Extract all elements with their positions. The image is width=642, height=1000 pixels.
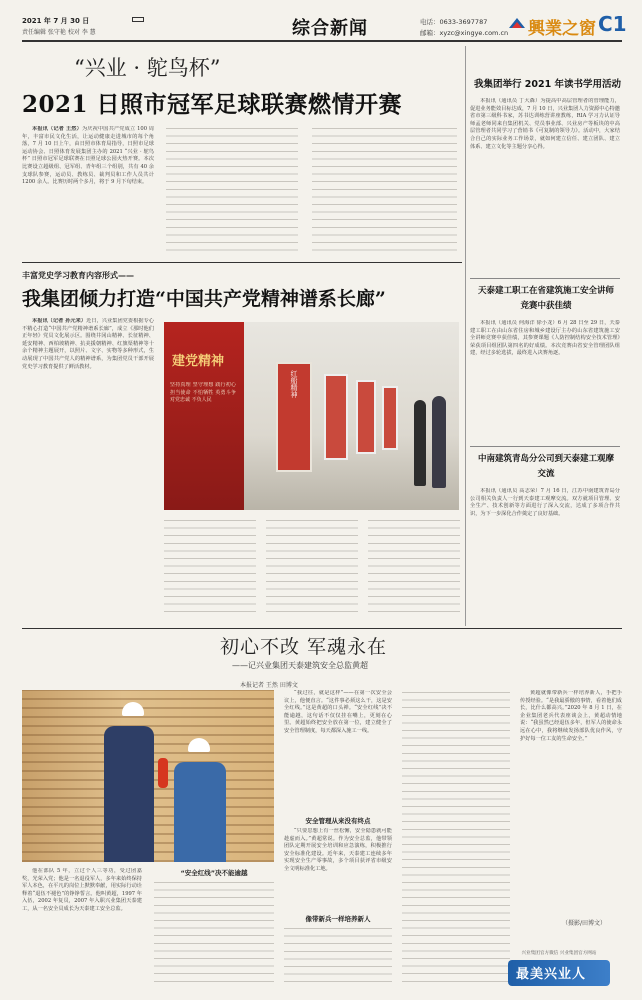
photo-wall-text: 坚持真理 坚守理想 践行初心 担当使命 不怕牺牲 英勇斗争 对党忠诚 不负人民 xyxy=(170,382,236,404)
fire-extinguisher-icon xyxy=(158,758,168,788)
top-story-kicker: “兴业 · 鸵鸟杯” xyxy=(74,56,221,80)
feature-byline: 本报记者 王然 田博文 xyxy=(240,682,298,689)
worker-figure xyxy=(104,726,154,862)
feature-photo-caption: （摄影/田博文） xyxy=(562,920,607,927)
contact-email: 邮箱：xyzc@xingye.com.cn xyxy=(420,29,509,37)
party-story-col3 xyxy=(266,518,358,618)
editor-line: 责任编辑 张守艳 校对 李 慧 xyxy=(22,29,96,36)
feature-section1-title: “安全红线”决不能逾越 xyxy=(180,869,248,877)
divider xyxy=(470,446,620,447)
safety-contest-title: 天泰建工职工在省建筑施工安全讲师竞赛中获佳绩 xyxy=(477,286,614,311)
reading-event-title: 我集团举行 2021 年读书学用活动 xyxy=(474,79,622,90)
party-story-byline: 本报讯（记者 孙元来） xyxy=(32,318,87,324)
person-figure xyxy=(432,396,446,488)
party-story-kicker: 丰富党史学习教育内容形式—— xyxy=(22,271,134,280)
exhibit-panel xyxy=(382,386,398,450)
feature-col3: “只要思想上有一丝松懈，安全隐患就可能趁虚而入。”黄超常说。作为安全总监，他带领团队定期开展安全培训和应急演练，积极推行安全标准化建设。近年来，天泰建工连续多年实现安全生产零事故，多个项目获评省市级安全文明标准化工地。 xyxy=(284,828,392,872)
page-number: C1 xyxy=(598,12,627,36)
top-story-byline: 本报讯（记者 王然） xyxy=(32,126,82,132)
party-story-col4 xyxy=(368,518,460,618)
reading-event xyxy=(470,50,620,275)
feature-subheadline: ——记兴业集团天泰建筑安全总监黄超 xyxy=(232,661,368,670)
feature-col1b xyxy=(154,880,274,988)
section-title: 综合新闻 xyxy=(292,18,368,39)
visit-story-body: 本报讯（通讯员 高志荣）7 月 16 日，江苏中南建筑青岛分公司相关负责人一行到天泰建工观摩交流。双方就项目管理、安全生产、技术创新等方面进行了深入交流，达成了多项合作共识，为下一步深化合作奠定了良好基础。 xyxy=(470,488,620,517)
person-figure xyxy=(414,400,426,486)
masthead xyxy=(22,12,627,50)
top-story-col2 xyxy=(166,126,298,256)
reading-event-body: 本报讯（通讯员 丁大森）为提高中高层管理者的管理能力，促进业务能效目标达成，7 月 10 日，兴业集团人力资源中心特邀省市第三级科书家，苏书达训练营讲座教练，RIA 学习力认证导师孟老师同来自集团机关、党员事业部、兴业房产等板块的中高层管理者共同学习了营销书《可复制的领导力》。活动中，大家结合自己的实际业务工作场景，就如何建立信任、建立团队、建立体系、建立文化等主题分享心得。 xyxy=(470,98,620,150)
party-story xyxy=(22,270,462,625)
feature-headline: 初心不改 军魂永在 xyxy=(220,636,388,658)
feature-section3-title: 像带新兵一样培养新人 xyxy=(305,915,371,923)
top-story-col1 xyxy=(22,126,154,256)
top-story xyxy=(22,46,462,260)
top-story-col3 xyxy=(312,126,457,256)
masthead-rule xyxy=(22,40,622,42)
divider xyxy=(22,262,462,263)
party-story-col1 xyxy=(22,318,154,618)
contact-phone: 电话：0633-3697787 xyxy=(420,18,488,26)
feature-col3b xyxy=(284,926,392,986)
column-divider xyxy=(465,46,466,626)
feature-photo xyxy=(22,690,274,862)
top-story-headline: 2021 日照市冠军足球联赛燃情开赛 xyxy=(22,91,403,118)
party-story-body: 近日，兴业集团党委根据专心不精心打造“中国共产党精神谱系长廊”，成立《那时他们正年轻》党员文化展示区。围绕井冈山精神、长征精神、延安精神、西柏坡精神、抗美援朝精神、红旗渠精神等十余个精神主题展开，以照片、文字、实物等多种形式，生动展现了中国共产党人的精神谱系，为集团党员干部开展党史学习教育提供了鲜活教材。 xyxy=(22,318,154,370)
party-hall-photo xyxy=(164,322,459,510)
worker-figure xyxy=(174,762,226,862)
feature-col1: 他在部队 5 年，立过个人三等功，受过团嘉奖，光荣入党；他是一名退役军人，多年来始终保持军人本色，在平凡的岗位上默默奉献，用实际行动诠释着“退伍不褪色”的铮铮誓言。他叫黄超，1997 年入伍，2002 年复员，2007 年入职兴业集团天泰建工，从一名安全员成长为天泰建工安全总监。 xyxy=(22,868,142,912)
exhibit-panel xyxy=(324,374,348,460)
party-story-col2 xyxy=(164,518,256,618)
feature-col2: “我过往，就是这样”——在第一次安全会议上，他便直言。“这件事必须这么干，这是安全红线。”这是黄超的口头禅。“安全红线”决不能逾越，这句话不仅仅挂在嘴上，更刻在心里。黄超始终把安全放在第一位，建立健全了安全管理制度，每天都深入施工一线。 xyxy=(284,690,392,734)
top-story-body: 为庆祝中国共产党成立 100 周年，丰富市民文化生活，让运动健康走进城市的每个角落，7 月 10 日上午，由日照市体育局指导，日照市足球运动协会、日照体育发展集团主办的 2021 “兴业 · 鸵鸟杯” 日照市冠军足球联赛在日照足球公园火热开赛。本次比赛设立超级组、冠军组、青年组三个组别，共有 40 余支球队参赛，运动员、教练员、裁判员和工作人员共计 1200 余人。比赛历时两个多月，将于 9 月下旬结束。 xyxy=(22,126,154,186)
feature-story xyxy=(22,632,622,992)
feature-col4a xyxy=(402,690,510,986)
footer-badge-label: 最美兴业人 xyxy=(516,967,587,982)
divider xyxy=(470,278,620,279)
party-story-headline: 我集团倾力打造“中国共产党精神谱系长廊” xyxy=(22,288,386,310)
feature-section2-title: 安全管理从来没有终点 xyxy=(305,817,371,825)
xingye-logo-icon xyxy=(508,16,526,32)
visit-story xyxy=(470,452,620,624)
safety-contest-body: 本报讯（通讯员 何海洋 徐小龙）6 月 28 日至 29 日，天泰建工职工在由山东省住房和城乡建设厅主办的山东省建筑施工安全讲师竞赛中获佳绩，其参赛课题《人防控制结构安全技术管理》荣获项目组团队第四名的好成绩。本次竞赛由省安全管理团队组建，经过多轮选拔，最终进入决赛角逐。 xyxy=(470,320,620,357)
footer-badge xyxy=(498,950,620,992)
feature-rule xyxy=(22,628,622,629)
barcode-icon xyxy=(132,17,144,22)
visit-story-title: 中南建筑青岛分公司到天泰建工观摩交流 xyxy=(477,454,614,479)
brand-title: 興業之窗 xyxy=(528,19,596,39)
footer-ad-text: 兴业集团官方微信 兴业集团官方网站 xyxy=(521,951,597,956)
photo-sign: 建党精神 xyxy=(172,354,225,369)
feature-col4: 黄超就像带新兵一样培养新人，手把手传授经验。“是我最骄傲的事情，看着他们成长，比什么都高兴。”2020 年 8 月 1 日，在企业集团老兵代表座谈会上，黄超动情地说：“我虽然已经退伍多年，但军人的使命永远在心中，我将继续发扬部队优良作风，守护好每一位工友的生命安全。” xyxy=(520,690,622,742)
exhibit-panel xyxy=(276,362,312,472)
photo-banner: 红船精神 xyxy=(290,370,298,398)
safety-contest xyxy=(470,284,620,444)
exhibit-panel xyxy=(356,380,376,454)
issue-date: 2021 年 7 月 30 日 xyxy=(22,17,90,25)
